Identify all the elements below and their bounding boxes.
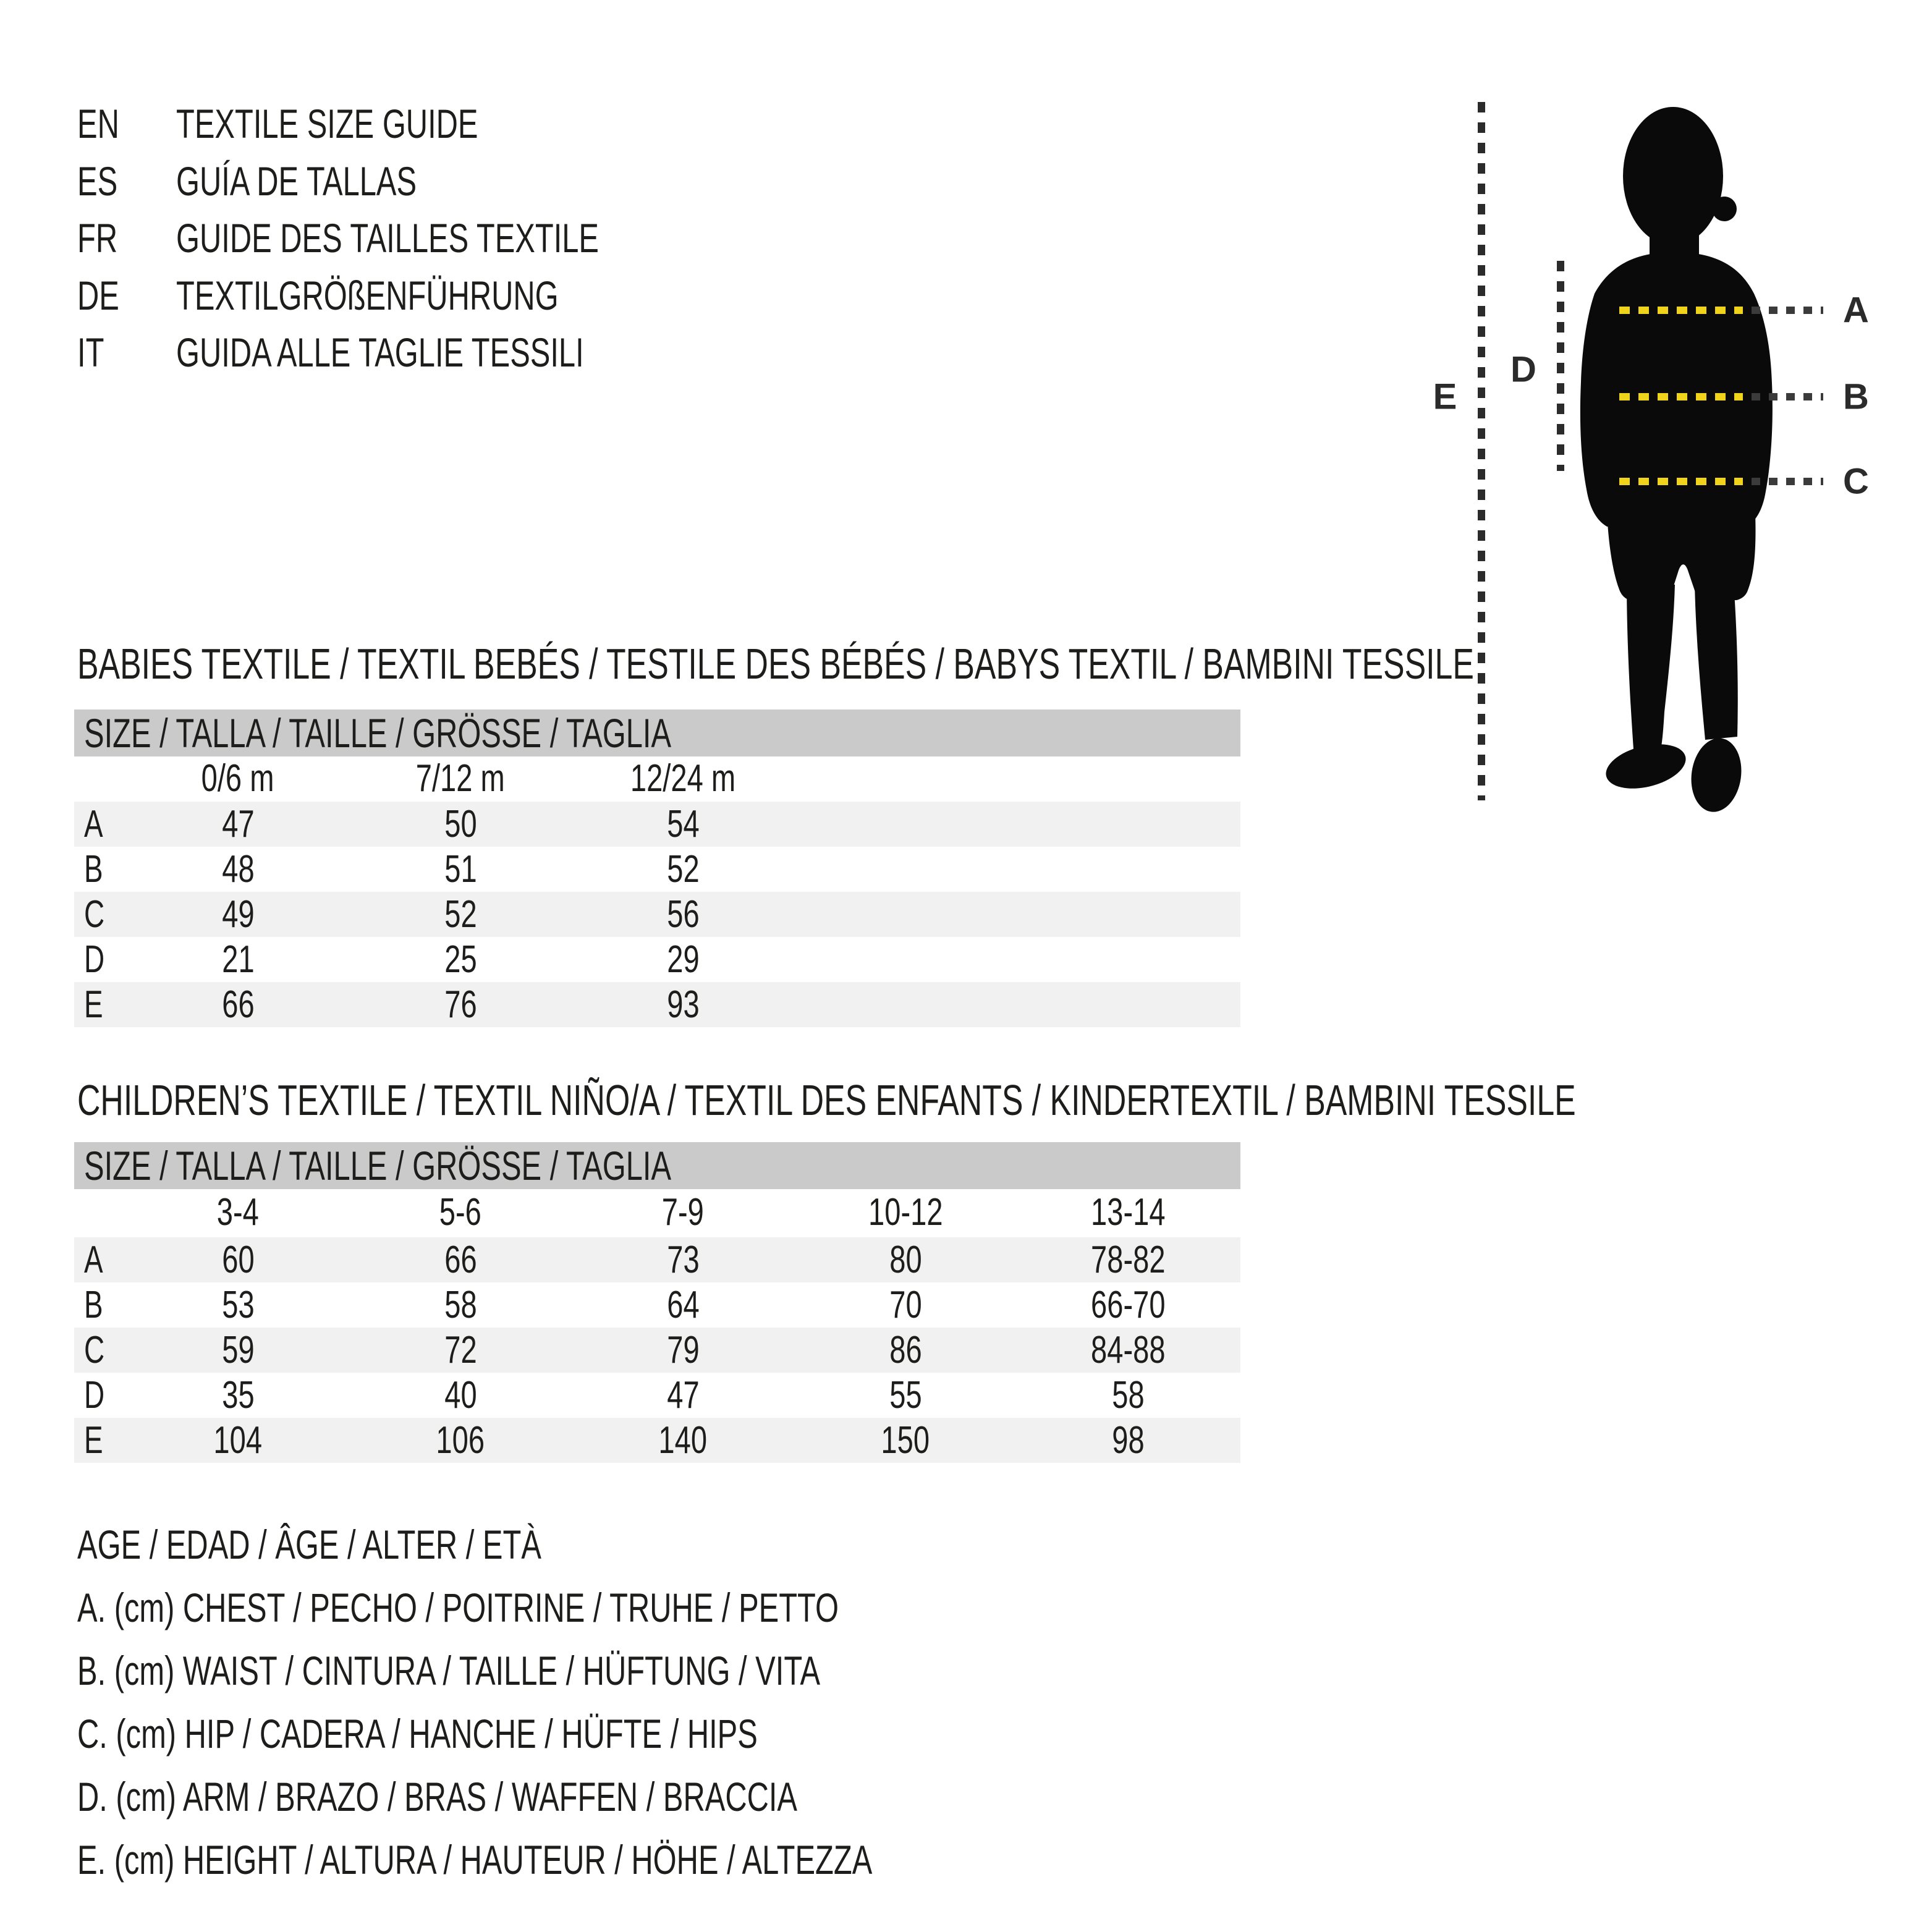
cell: 47 xyxy=(221,803,255,845)
lang-code: FR xyxy=(77,215,118,261)
row-label: A xyxy=(84,1239,103,1281)
row-label: E xyxy=(84,1419,103,1462)
marker-label-a: A xyxy=(1843,290,1869,331)
row-label: C xyxy=(84,1329,105,1371)
row-label: D xyxy=(84,938,105,981)
cell: 25 xyxy=(444,938,477,981)
cell: 50 xyxy=(444,803,477,845)
row-label: C xyxy=(84,893,105,936)
lang-code: ES xyxy=(77,158,118,204)
babies-column-header-row xyxy=(74,756,1240,802)
children-row-e xyxy=(74,1418,1240,1463)
babies-col-12-24m: 12/24 m xyxy=(630,757,736,800)
children-row-a xyxy=(74,1237,1240,1282)
children-row-d xyxy=(74,1373,1240,1418)
cell: 84-88 xyxy=(1090,1329,1166,1371)
cell: 51 xyxy=(444,848,477,891)
children-col-3-4: 3-4 xyxy=(216,1191,260,1234)
babies-row-c xyxy=(74,892,1240,937)
lang-code: IT xyxy=(77,329,104,375)
cell: 60 xyxy=(221,1239,255,1281)
babies-col-0-6m: 0/6 m xyxy=(201,757,274,800)
cell: 93 xyxy=(666,983,700,1026)
lang-code: DE xyxy=(77,273,119,318)
marker-label-d: D xyxy=(1510,349,1536,390)
cell: 86 xyxy=(889,1329,922,1371)
marker-label-c: C xyxy=(1843,461,1869,502)
children-col-5-6: 5-6 xyxy=(439,1191,482,1234)
cell: 64 xyxy=(666,1284,700,1326)
babies-size-header-bar: SIZE / TALLA / TAILLE / GRÖSSE / TAGLIA xyxy=(74,710,1240,756)
cell: 78-82 xyxy=(1090,1239,1166,1281)
cell: 58 xyxy=(444,1284,477,1326)
cell: 73 xyxy=(666,1239,700,1281)
cell: 140 xyxy=(658,1419,708,1462)
cell: 52 xyxy=(444,893,477,936)
cell: 70 xyxy=(889,1284,922,1326)
cell: 29 xyxy=(666,938,700,981)
legend-waist-line: B. (cm) WAIST / CINTURA / TAILLE / HÜFTUNG / VITA xyxy=(77,1648,821,1693)
children-col-10-12: 10-12 xyxy=(868,1191,943,1234)
legend-chest-line: A. (cm) CHEST / PECHO / POITRINE / TRUHE / PETTO xyxy=(77,1585,839,1630)
guide-title-de: TEXTILGRÖßENFÜHRUNG xyxy=(176,273,559,318)
marker-label-e: E xyxy=(1433,376,1457,417)
children-col-13-14: 13-14 xyxy=(1090,1191,1166,1234)
children-size-header-bar: SIZE / TALLA / TAILLE / GRÖSSE / TAGLIA xyxy=(74,1142,1240,1189)
lang-code: EN xyxy=(77,101,119,146)
cell: 76 xyxy=(444,983,477,1026)
cell: 53 xyxy=(221,1284,255,1326)
cell: 40 xyxy=(444,1374,477,1417)
cell: 66 xyxy=(444,1239,477,1281)
babies-section-heading: BABIES TEXTILE / TEXTIL BEBÉS / TESTILE DES BÉBÉS / BABYS TEXTIL / BAMBINI TESSILE xyxy=(77,640,1474,688)
cell: 150 xyxy=(881,1419,930,1462)
cell: 80 xyxy=(889,1239,922,1281)
legend-hip-line: C. (cm) HIP / CADERA / HANCHE / HÜFTE / HIPS xyxy=(77,1711,758,1756)
guide-title-it: GUIDA ALLE TAGLIE TESSILI xyxy=(176,329,584,375)
children-row-b xyxy=(74,1282,1240,1328)
cell: 49 xyxy=(221,893,255,936)
guide-title-en: TEXTILE SIZE GUIDE xyxy=(176,101,478,146)
row-label: E xyxy=(84,983,103,1026)
cell: 48 xyxy=(221,848,255,891)
cell: 104 xyxy=(213,1419,263,1462)
children-column-header-row xyxy=(74,1190,1240,1235)
child-silhouette-icon xyxy=(1580,107,1773,815)
babies-row-a xyxy=(74,802,1240,847)
cell: 56 xyxy=(666,893,700,936)
cell: 72 xyxy=(444,1329,477,1371)
cell: 21 xyxy=(221,938,255,981)
cell: 66 xyxy=(221,983,255,1026)
cell: 47 xyxy=(666,1374,700,1417)
marker-label-b: B xyxy=(1843,376,1869,417)
cell: 55 xyxy=(889,1374,922,1417)
row-label: A xyxy=(84,803,103,845)
cell: 79 xyxy=(666,1329,700,1371)
row-label: B xyxy=(84,1284,103,1326)
row-label: B xyxy=(84,848,103,891)
legend-arm-line: D. (cm) ARM / BRAZO / BRAS / WAFFEN / BRACCIA xyxy=(77,1774,798,1820)
measurement-diagram xyxy=(1409,80,1932,816)
cell: 35 xyxy=(221,1374,255,1417)
babies-row-d xyxy=(74,937,1240,982)
babies-col-7-12m: 7/12 m xyxy=(415,757,506,800)
cell: 54 xyxy=(666,803,700,845)
legend-height-line: E. (cm) HEIGHT / ALTURA / HAUTEUR / HÖHE / ALTEZZA xyxy=(77,1837,873,1883)
row-label: D xyxy=(84,1374,105,1417)
guide-title-fr: GUIDE DES TAILLES TEXTILE xyxy=(176,215,600,261)
cell: 58 xyxy=(1111,1374,1145,1417)
guide-title-es: GUÍA DE TALLAS xyxy=(176,158,417,204)
cell: 98 xyxy=(1111,1419,1145,1462)
babies-row-b xyxy=(74,847,1240,892)
children-row-c xyxy=(74,1328,1240,1373)
cell: 66-70 xyxy=(1090,1284,1166,1326)
babies-row-e xyxy=(74,982,1240,1027)
legend-age-line: AGE / EDAD / ÂGE / ALTER / ETÀ xyxy=(77,1522,541,1567)
cell: 52 xyxy=(666,848,700,891)
children-col-7-9: 7-9 xyxy=(661,1191,705,1234)
cell: 59 xyxy=(221,1329,255,1371)
cell: 106 xyxy=(436,1419,485,1462)
children-section-heading: CHILDREN’S TEXTILE / TEXTIL NIÑO/A / TEXTIL DES ENFANTS / KINDERTEXTIL / BAMBINI TESSILE xyxy=(77,1076,1576,1124)
